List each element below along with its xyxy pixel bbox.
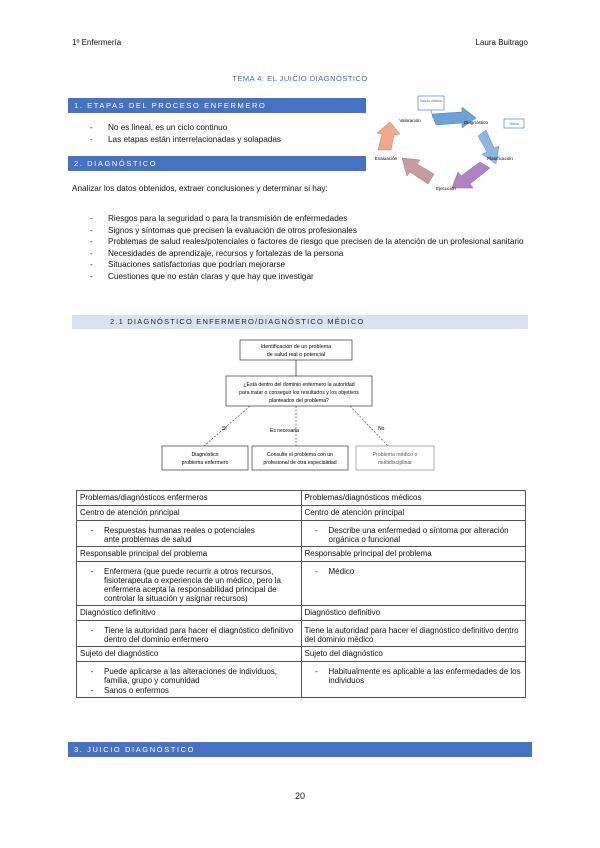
arrow-ejecucion-evaluacion: [402, 158, 434, 184]
table-row: [77, 647, 526, 662]
flow-start-box: [240, 340, 352, 360]
list-item: - Las etapas están interrelacionadas y solapadas: [90, 134, 281, 144]
table-row: [77, 562, 526, 606]
svg-text:para tratar o conseguir los re: para tratar o conseguir los resultados y los objetivos: [239, 390, 359, 396]
diagnosis-flowchart: [160, 336, 440, 474]
subsection-heading: 2.1 DIAGNÓSTICO ENFERMERO/DIAGNÓSTICO MÉDICO: [72, 315, 528, 329]
table-cell: - Médico: [301, 562, 526, 606]
cycle-label: Ejecución: [436, 186, 456, 191]
table-label-cell: Centro de atención principal: [301, 506, 526, 521]
table-label-cell: Diagnóstico definitivo: [77, 606, 302, 621]
juicio-box: [504, 119, 524, 128]
svg-text:problema enfermero: problema enfermero: [181, 460, 229, 466]
table-cell: - Enfermera (que puede recurrir a otros recursos, fisioterapeuta o experiencia de un médico, pero la enfermera acepta la responsabilidad principal de controlar la situación y asignar recursos): [77, 562, 302, 606]
list-item: - Cuestiones que no están claras y que hay que investigar: [90, 271, 314, 281]
list-item: - Necesidades de aprendizaje, recursos y fortalezas de la persona: [90, 248, 344, 258]
table-row: [77, 662, 526, 698]
table-cell: Tiene la autoridad para hacer el diagnóstico definitivo dentro del dominio médico: [301, 621, 526, 647]
header-subject: 1º Enfermería: [72, 38, 122, 47]
comparison-table: [76, 490, 526, 698]
svg-text:planteados del problema?: planteados del problema?: [269, 398, 329, 404]
flow-outcome-nursing: [162, 446, 248, 470]
list-item: - No es lineal, es un ciclo continuo: [90, 123, 228, 132]
table-label-cell: Responsable principal del problema: [77, 547, 302, 562]
table-label-cell: Sujeto del diagnóstico: [77, 647, 302, 662]
svg-text:profesional de otra especialid: profesional de otra especialidad: [263, 460, 337, 466]
table-header-cell: Problemas/diagnósticos enfermeros: [77, 491, 302, 506]
table-label-cell: Centro de atención principal: [77, 506, 302, 521]
page-title: TEMA 4: EL JUICIO DIAGNÓSTICO: [232, 74, 368, 83]
svg-text:Juicio: Juicio: [508, 121, 520, 126]
table-cell: - Tiene la autoridad para hacer el diagnóstico definitivo dentro del dominio enfermero: [77, 621, 302, 647]
table-cell: - Respuestas humanas reales o potenciales ante problemas de salud: [77, 521, 302, 547]
table-row: [77, 547, 526, 562]
table-cell: - Puede aplicarse a las alteraciones de individuos, familia, grupo y comunidad - Sanos o enfermos: [77, 662, 302, 698]
svg-text:Problema médico o: Problema médico o: [372, 452, 418, 458]
table-label-cell: Diagnóstico definitivo: [301, 606, 526, 621]
svg-text:Juicio clínico: Juicio clínico: [419, 98, 443, 103]
list-item: - Signos y síntomas que precisen la evaluación de otros profesionales: [90, 225, 357, 235]
cycle-label: Planificación: [487, 156, 513, 161]
page-number: 20: [294, 791, 305, 801]
flow-outcome-medical: [356, 446, 434, 470]
section-2-intro: Analizar los datos obtenidos, extraer conclusiones y determinar si hay:: [72, 184, 328, 193]
svg-text:¿Está dentro del dominio enfer: ¿Está dentro del dominio enfermero la autoridad: [243, 382, 355, 388]
nursing-process-cycle-diagram: [366, 92, 534, 196]
flow-label-yes: Sí: [222, 426, 227, 432]
svg-text:multidisciplinar: multidisciplinar: [377, 460, 413, 466]
juicio-clinico-box: [418, 96, 444, 110]
cycle-label: Diagnóstico: [463, 120, 489, 125]
flow-label-necessary: Es necesaria: [270, 428, 299, 434]
svg-text:de salud real o potencial: de salud real o potencial: [266, 352, 326, 358]
table-header-row: [77, 491, 526, 506]
list-item: - Riesgos para la seguridad o para la transmisión de enfermedades: [90, 214, 348, 223]
list-item: - Problemas de salud reales/potenciales o factores de riesgo que precisen de la atención de un profesional sanitario: [90, 237, 524, 246]
svg-text:Diagnóstico: Diagnóstico: [191, 452, 219, 458]
table-row: [77, 621, 526, 647]
section-2-bullets: [90, 213, 530, 282]
table-row: [77, 521, 526, 547]
table-label-cell: Sujeto del diagnóstico: [301, 647, 526, 662]
svg-text:Identificación de un problema: Identificación de un problema: [260, 344, 332, 350]
cycle-label: Valoración: [399, 118, 421, 123]
flow-decision-box: [226, 376, 372, 406]
svg-text:Consulte el problema con un: Consulte el problema con un: [266, 452, 334, 458]
table-label-cell: Responsable principal del problema: [301, 547, 526, 562]
flow-outcome-consult: [252, 446, 348, 470]
table-header-cell: Problemas/diagnósticos médicos: [301, 491, 526, 506]
table-cell: - Describe una enfermedad o síntoma por alteración orgánica o funcional: [301, 521, 526, 547]
section-2-heading: 2. DIAGNÓSTICO: [68, 156, 366, 171]
arrow-planificacion-ejecucion: [452, 162, 490, 188]
table-cell: - Habitualmente es aplicable a las enfermedades de los individuos: [301, 662, 526, 698]
cycle-label: Evaluación: [374, 156, 398, 161]
section-1-bullets: [90, 122, 360, 145]
table-row: [77, 606, 526, 621]
list-item: - Situaciones satisfactorias que podrían mejorarse: [90, 260, 286, 269]
section-1-heading: 1. ETAPAS DEL PROCESO ENFERMERO: [68, 98, 366, 113]
table-row: [77, 506, 526, 521]
header-author: Laura Buitrago: [475, 38, 528, 47]
arrow-evaluacion-valoracion: [377, 122, 400, 150]
section-3-heading: 3. JUICIO DIAGNÓSTICO: [68, 742, 532, 757]
flow-label-no: No: [378, 426, 385, 432]
